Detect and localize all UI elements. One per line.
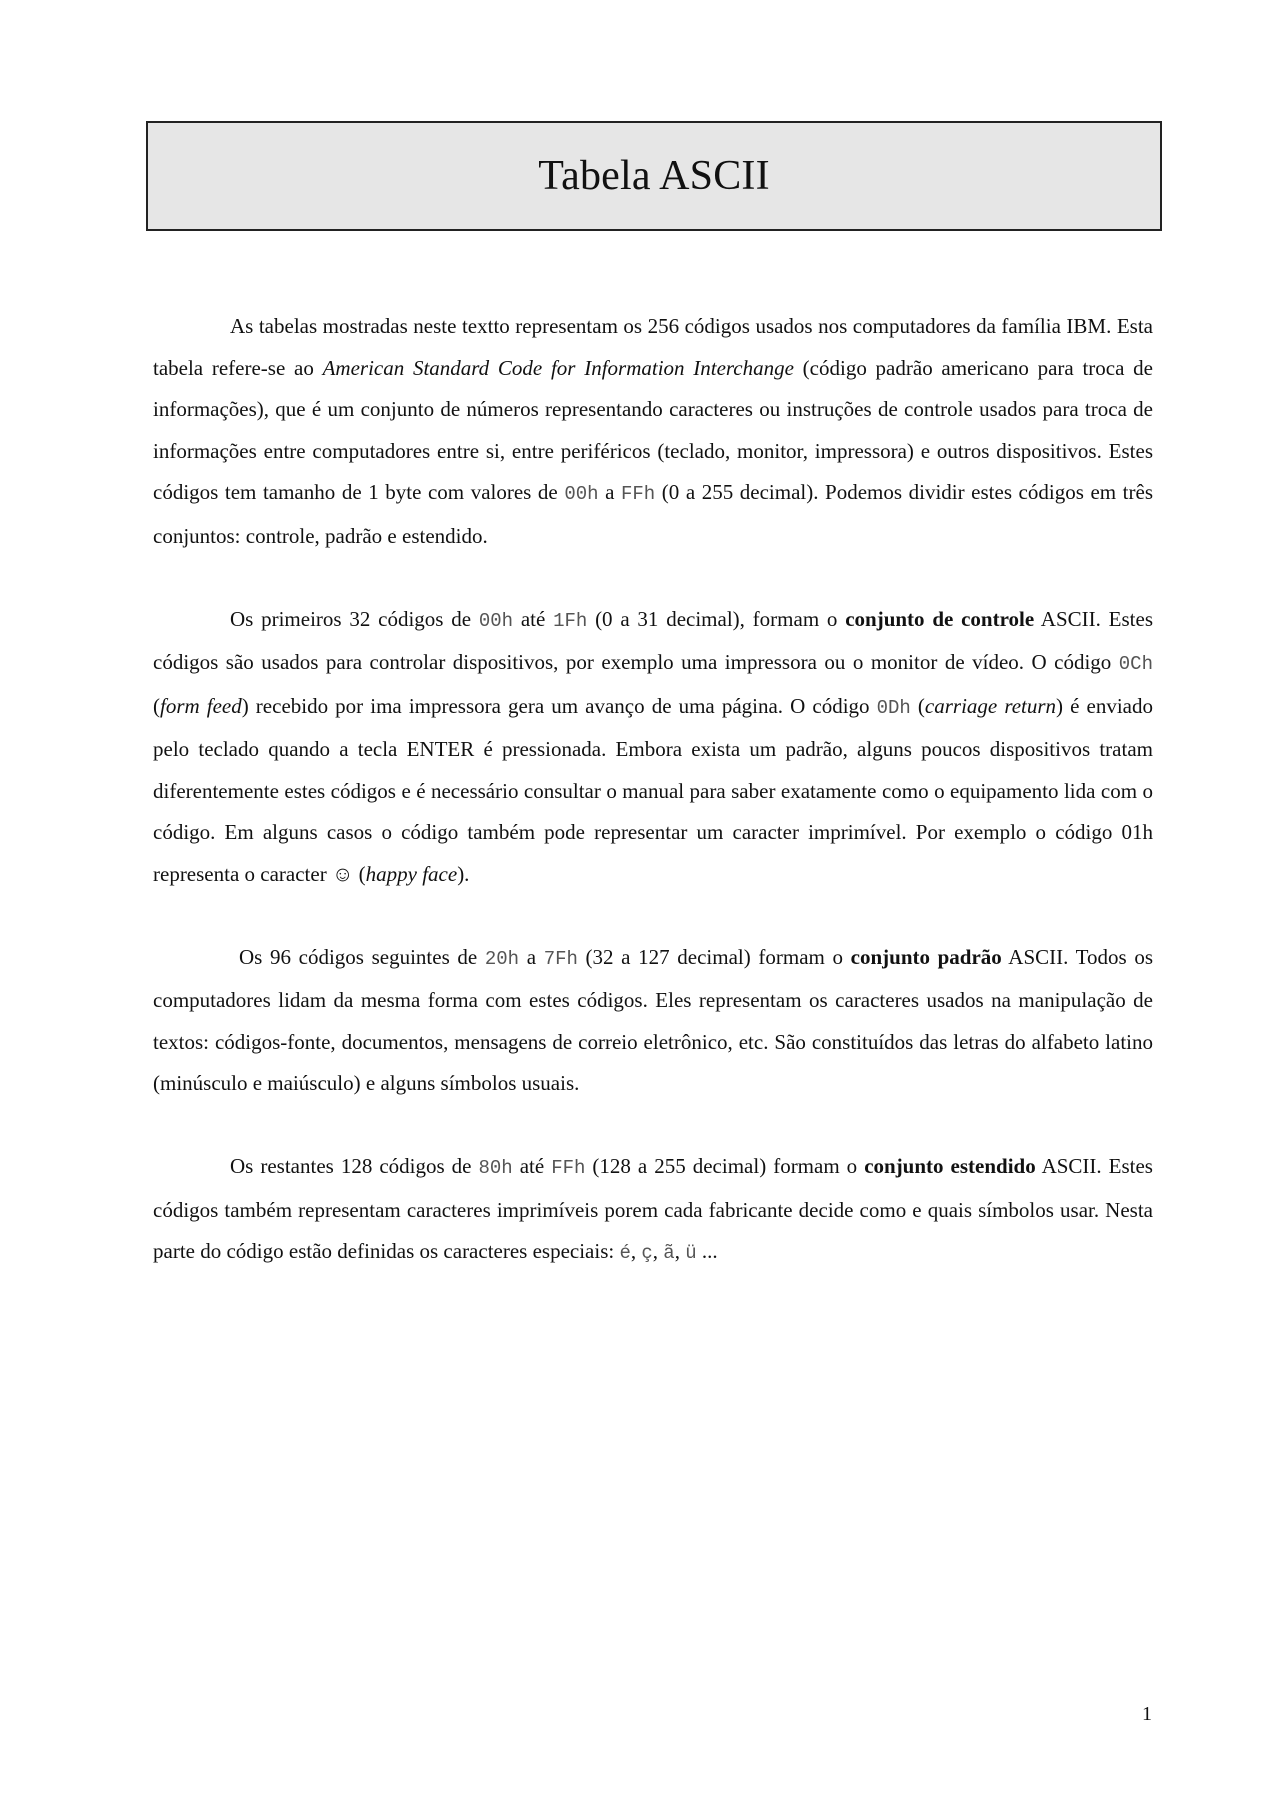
text-run: , (652, 1239, 664, 1263)
hex-code: 00h (478, 609, 514, 632)
text-run: ). (457, 861, 470, 886)
italic-term: carriage return (924, 693, 1057, 718)
text-run: ASCII. Estes códigos também representam caracteres imprimíveis porem cada fabricante decide como e quais símbolos usar. Nesta parte do código estão definidas os caracteres especiais: (153, 1154, 1153, 1263)
special-char: ã (663, 1242, 675, 1264)
italic-term: form feed (160, 693, 242, 718)
text-run: ) é enviado pelo teclado quando a tecla ENTER é pressionada. Embora exista um padrão, alguns poucos dispositivos tratam diferentemente estes códigos e é necessário consultar o manual para saber exatamente como o equipamento lida com o código. Em alguns casos o código também pode representar um caracter imprimível. Por exemplo o código 01h representa o caracter ☺ ( (153, 693, 1153, 886)
page-title: Tabela ASCII (538, 153, 770, 199)
text-run: até (512, 1154, 552, 1178)
text-run: (32 a 127 decimal) formam o (577, 944, 851, 969)
text-run: (código padrão americano para troca de informações), que é um conjunto de números representando caracteres ou instruções de controle usados para troca de informações entre computadores entre si, entre periféricos (teclado, monitor, impressora) e outros dispositivos. Estes códigos tem tamanho de 1 byte com valores de (153, 355, 1153, 504)
text-run: ASCII. Todos os computadores lidam da mesma forma com estes códigos. Eles representam os caracteres usados na manipulação de textos: códigos-fonte, documentos, mensagens de correio eletrônico, etc. São constituídos das letras do alfabeto latino (minúsculo e maiúsculo) e alguns símbolos usuais. (153, 944, 1153, 1095)
hex-code: 80h (478, 1157, 513, 1179)
text-run: a (519, 944, 544, 969)
bold-term: conjunto padrão (850, 944, 1002, 969)
body-text (153, 306, 1153, 1316)
text-run: , (630, 1239, 642, 1263)
title-box (146, 121, 1162, 231)
special-char: é (619, 1242, 631, 1264)
text-run: Os restantes 128 códigos de (230, 1154, 479, 1178)
bold-term: conjunto de controle (845, 606, 1035, 631)
italic-term: happy face (365, 861, 458, 886)
paragraph-standard-set (153, 937, 1153, 1105)
hex-code: 7Fh (543, 947, 578, 970)
page-number: 1 (1142, 1703, 1152, 1725)
text-run: , (674, 1239, 686, 1263)
hex-code: 0Dh (876, 696, 911, 719)
paragraph-control-set (153, 599, 1153, 896)
special-char: ü (685, 1242, 697, 1264)
hex-code: 00h (564, 483, 599, 505)
text-run: Os 96 códigos seguintes de (239, 944, 485, 969)
paragraph-intro (153, 306, 1153, 557)
text-run: (0 a 31 decimal), formam o (587, 606, 846, 631)
text-run: Os primeiros 32 códigos de (230, 606, 479, 631)
paragraph-extended-set (153, 1146, 1153, 1275)
hex-code: 1Fh (553, 609, 588, 632)
text-run: a (598, 480, 621, 504)
text-run: ASCII. Estes códigos são usados para controlar dispositivos, por exemplo uma impressora ou o monitor de vídeo. O código (153, 606, 1153, 674)
text-run: (0 a 255 decimal). Podemos dividir estes códigos em três conjuntos: controle, padrão e estendido. (153, 480, 1153, 548)
hex-code: 0Ch (1118, 653, 1153, 675)
text-run: (128 a 255 decimal) formam o (585, 1154, 865, 1178)
italic-term: American Standard Code for Information Interchange (322, 355, 794, 380)
text-run: ) recebido por ima impressora gera um avanço de uma página. O código (241, 693, 877, 718)
special-char: ç (641, 1242, 653, 1264)
hex-code: FFh (620, 483, 656, 505)
text-run: até (513, 606, 554, 631)
text-run: As tabelas mostradas neste textto representam os 256 códigos usados nos computadores da família IBM. Esta tabela refere-se ao (153, 314, 1153, 380)
text-run: ... (696, 1239, 718, 1263)
text-run: ( (153, 693, 160, 718)
hex-code: FFh (551, 1157, 586, 1179)
hex-code: 20h (484, 947, 520, 970)
bold-term: conjunto estendido (864, 1154, 1036, 1178)
text-run: ( (910, 693, 925, 718)
